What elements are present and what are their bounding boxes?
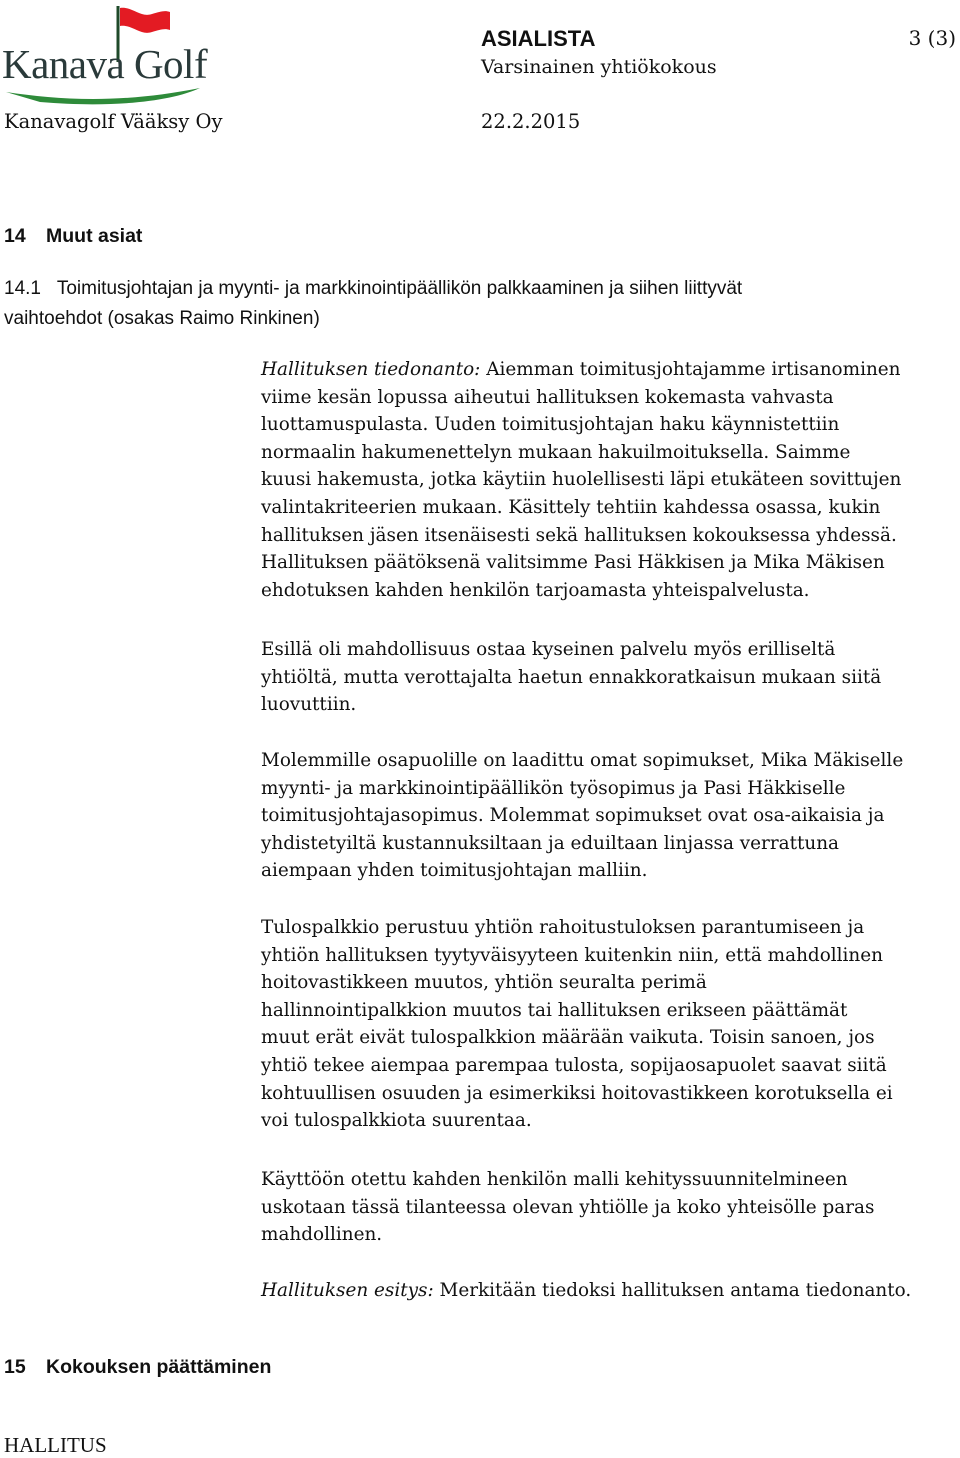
lead-label: Hallituksen esitys: (261, 1280, 434, 1301)
item-14-1-heading (4, 274, 934, 334)
swoosh-shape (6, 88, 200, 104)
paragraph-line: toimitusjohtajasopimus. Molemmat sopimukset ovat osa-aikaisia ja (261, 805, 885, 827)
kanava-golf-logo (0, 0, 230, 110)
section-number: 15 (4, 1356, 26, 1378)
paragraph-line: myynti- ja markkinointipäällikön työsopimus ja Pasi Häkkiselle (261, 777, 846, 799)
page-number: 3 (3) (908, 26, 956, 50)
paragraph-line: Hallituksen päätöksenä valitsimme Pasi Häkkisen ja Mika Mäkisen (261, 552, 885, 574)
paragraph-line: valintakriteerien mukaan. Käsittely tehtiin kahdessa osassa, kukin (261, 496, 881, 518)
paragraph-line: Esillä oli mahdollisuus ostaa kyseinen palvelu myös erilliseltä (261, 639, 836, 660)
paragraph-line: Hallituksen tiedonanto: Aiemman toimitusjohtajamme irtisanominen (261, 359, 901, 380)
paragraph-line: Käyttöön otettu kahden henkilön malli kehityssuunnitelmineen (261, 1169, 848, 1190)
paragraph-line: aiempaan yhden toimitusjohtajan malliin. (261, 860, 648, 882)
paragraph-line: kuusi hakemusta, jotka käytiin huolellisesti läpi etukäteen sovittujen (261, 469, 902, 491)
item-title-line2: vaihtoehdot (osakas Raimo Rinkinen) (4, 308, 320, 329)
paragraph-line: hallituksen jäsen itsenäisesti sekä hallituksen kokouksessa yhdessä. (261, 524, 897, 546)
paragraph-line: luottamuspulasta. Uuden toimitusjohtajan haku käynnistettiin (261, 414, 840, 436)
document-subtitle: Varsinainen yhtiökokous (481, 56, 717, 78)
paragraph-line: Molemmille osapuolille on laadittu omat sopimukset, Mika Mäkiselle (261, 750, 904, 771)
flag-icon (120, 8, 170, 33)
paragraph-bonus (261, 914, 960, 1135)
section-title: Kokouksen päättäminen (46, 1356, 272, 1378)
paragraph-line: yhtiön hallituksen tyytyväisyyteen kuitenkin niin, että mahdollinen (261, 944, 883, 966)
section-15-heading (4, 1356, 271, 1379)
paragraph-board-proposal (261, 1277, 960, 1305)
paragraph-line: normaalin hakumenettelyn mukaan hakuilmoituksella. Saimme (261, 441, 851, 463)
paragraph-alternative (261, 636, 960, 719)
section-title: Muut asiat (46, 225, 143, 247)
lead-label: Hallituksen tiedonanto: (261, 359, 481, 380)
paragraph-line: Hallituksen esitys: Merkitään tiedoksi hallituksen antama tiedonanto. (261, 1280, 912, 1301)
paragraph-line: yhtiö tekee aiempaa parempaa tulosta, sopijaosapuolet saavat siitä (261, 1054, 887, 1076)
document-title: ASIALISTA (481, 26, 596, 51)
company-name: Kanavagolf Vääksy Oy (4, 110, 223, 133)
paragraph-line: luovuttiin. (261, 694, 357, 716)
section-14-heading (4, 225, 142, 248)
paragraph-model (261, 1166, 960, 1249)
paragraph-line: yhdistetyiltä kustannuksiltaan ja eduiltaan linjassa verrattuna (261, 832, 840, 854)
paragraph-line: hoitovastikkeen muutos, yhtiön seuralta perimä (261, 972, 707, 994)
item-number: 14.1 (4, 278, 41, 299)
paragraph-line: Tulospalkkio perustuu yhtiön rahoitustuloksen parantumiseen ja (261, 917, 865, 938)
paragraph-line: viime kesän lopussa aiheutui hallituksen kokemasta vahvasta (261, 386, 834, 408)
logo-wordmark: Kanava Golf (2, 41, 208, 87)
paragraph-line: muut erät eivät tulospalkkion määrään vaikuta. Toisin sanoen, jos (261, 1027, 875, 1049)
signature-board: HALLITUS (4, 1433, 107, 1457)
document-date: 22.2.2015 (481, 110, 581, 133)
paragraph-line: kohtuullisen osuuden ja esimerkiksi hoitovastikkeen korotuksella ei (261, 1082, 893, 1104)
paragraph-board-notice (261, 356, 960, 604)
section-number: 14 (4, 225, 26, 247)
paragraph-contracts (261, 747, 960, 885)
paragraph-line: mahdollinen. (261, 1224, 383, 1246)
item-title-line1: Toimitusjohtajan ja myynti- ja markkinointipäällikön palkkaaminen ja siihen liittyvät (56, 278, 743, 299)
paragraph-line: yhtiöltä, mutta verottajalta haetun ennakkoratkaisun mukaan siitä (261, 666, 882, 688)
paragraph-line: ehdotuksen kahden henkilön tarjoamasta yhteispalvelusta. (261, 579, 810, 601)
paragraph-line: uskotaan tässä tilanteessa olevan yhtiölle ja koko yhteisölle paras (261, 1196, 875, 1218)
paragraph-line: hallinnointipalkkion muutos tai hallituksen erikseen päättämät (261, 999, 848, 1021)
paragraph-line: voi tulospalkkiota suurentaa. (261, 1110, 532, 1132)
